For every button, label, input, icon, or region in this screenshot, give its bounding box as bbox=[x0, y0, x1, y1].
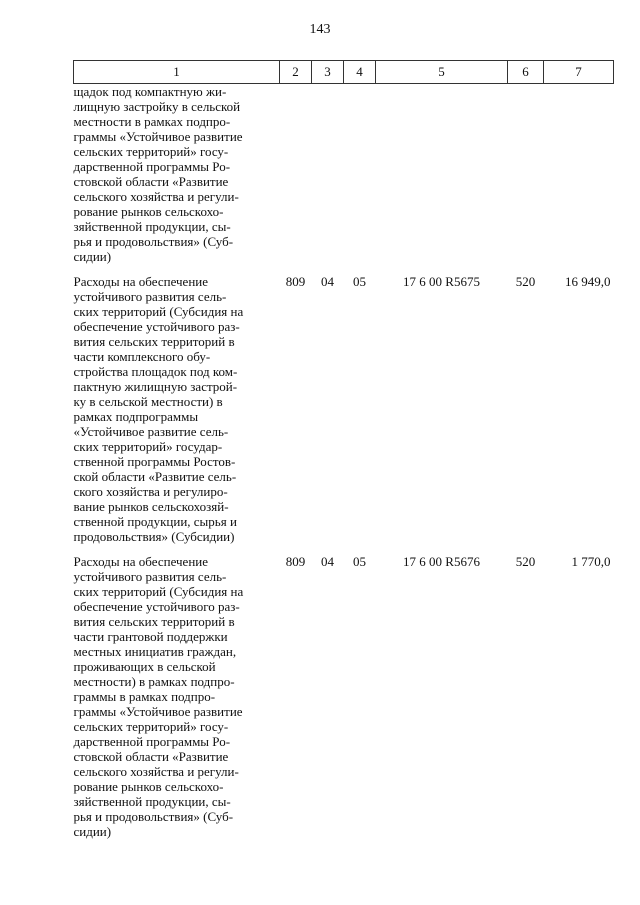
subsection-code: 05 bbox=[353, 274, 366, 289]
table-header-row bbox=[74, 61, 614, 84]
ministry-code: 809 bbox=[285, 274, 306, 289]
column-header: 2 bbox=[280, 61, 312, 84]
column-header: 3 bbox=[312, 61, 344, 84]
subsection-code bbox=[344, 84, 376, 275]
column-header: 6 bbox=[508, 61, 544, 84]
ministry-code bbox=[280, 84, 312, 275]
expense-type-code bbox=[508, 84, 544, 275]
target-article-code bbox=[376, 84, 508, 275]
column-header: 7 bbox=[544, 61, 614, 84]
page-number: 143 bbox=[309, 22, 331, 37]
column-header: 1 bbox=[74, 61, 280, 84]
ministry-code: 809 bbox=[285, 554, 306, 569]
expense-type-code: 520 bbox=[515, 274, 536, 289]
column-header: 5 bbox=[376, 61, 508, 84]
budget-table bbox=[73, 60, 614, 839]
subsection-code: 05 bbox=[353, 554, 366, 569]
amount: 16 949,0 bbox=[565, 274, 611, 289]
table-row bbox=[74, 554, 614, 839]
amount: 1 770,0 bbox=[571, 554, 611, 569]
row-description: щадок под компактную жи- лищную застройку в сельской местности в рамках подпро- граммы «Устойчивое развитие сельских территорий» госу- дарственной программы Ро- стовской области «Развитие сельского хозяйства и регули- рование рынков сельскохо- зяйственной продукции, сы- рья и продовольствия» (Суб- сидии) bbox=[73, 84, 243, 264]
row-description: Расходы на обеспечение устойчивого развития сель- ских территорий (Субсидия на обеспечение устойчивого раз- вития сельских территорий в части грантовой поддержки местных инициатив граждан, проживающих в сельской местности) в рамках подпро- граммы в рамках подпро- граммы «Устойчивое развитие сельских территорий» госу- дарственной программы Ро- стовской области «Развитие сельского хозяйства и регули- рование рынков сельскохо- зяйственной продукции, сы- рья и продовольствия» (Суб- сидии) bbox=[73, 554, 244, 839]
column-header: 4 bbox=[344, 61, 376, 84]
row-description: Расходы на обеспечение устойчивого развития сель- ских территорий (Субсидия на обеспечение устойчивого раз- вития сельских территорий в части комплексного обу- стройства площадок под ком- пактную жилищную застрой- ку в сельской местности) в рамках подпрограммы «Устойчивое развитие сель- ских территорий» государ- ственной программы Ростов- ской области «Развитие сель- ского хозяйства и регулиро- вание рынков сельскохозяй- ственной продукции, сырья и продовольствия» (Субсидии) bbox=[73, 274, 244, 544]
section-code: 04 bbox=[321, 554, 334, 569]
amount bbox=[544, 84, 614, 275]
table-row bbox=[74, 274, 614, 554]
target-article-code: 17 6 00 R5675 bbox=[403, 274, 480, 289]
table-row bbox=[74, 84, 614, 275]
expense-type-code: 520 bbox=[515, 554, 536, 569]
target-article-code: 17 6 00 R5676 bbox=[403, 554, 480, 569]
section-code: 04 bbox=[321, 274, 334, 289]
section-code bbox=[312, 84, 344, 275]
